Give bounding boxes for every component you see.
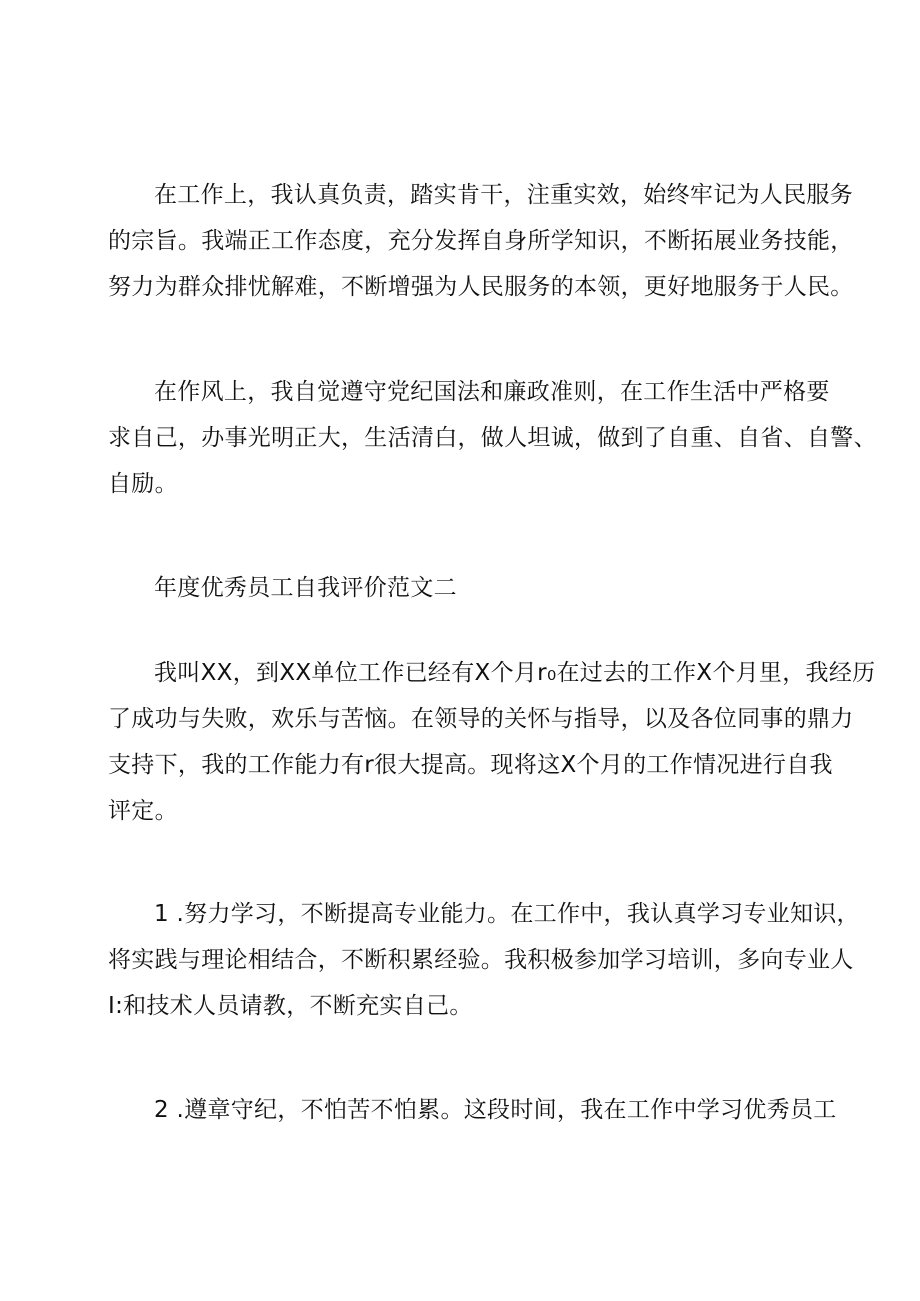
paragraph-work-attitude	[108, 172, 854, 310]
text-line: 在作风上，我自觉遵守党纪国法和廉政准则，在工作生活中严格要	[154, 379, 830, 405]
paragraph-work-style	[108, 369, 877, 507]
text-line: 1 .努力学习，不断提高专业能力。在工作中，我认真学习专业知识，	[154, 901, 860, 927]
text-line: 在工作上，我认真负责，踏实肯干，注重实效，始终牢记为人民服务	[154, 182, 853, 208]
text-line: 自励。	[108, 471, 178, 497]
text-line: 的宗旨。我端正工作态度，充分发挥自身所学知识，不断拓展业务技能，	[108, 228, 854, 254]
text-line: 努力为群众排忧解难，不断增强为人民服务的本领，更好地服务于人民。	[108, 274, 854, 300]
paragraph-introduction	[108, 650, 876, 834]
text-line: 2 .遵章守纪，不怕苦不怕累。这段时间，我在工作中学习优秀员工	[154, 1097, 837, 1123]
section-heading	[108, 565, 818, 611]
paragraph-item-1	[108, 891, 860, 1029]
heading-text: 年度优秀员工自我评价范文二	[154, 575, 457, 601]
text-line: 求自己，办事光明正大，生活清白，做人坦诚，做到了自重、自省、自警、	[108, 425, 877, 451]
text-line: 了成功与失败，欢乐与苦恼。在领导的关怀与指导，以及各位同事的鼎力	[108, 706, 854, 732]
text-line: I:和技术人员请教，不断充实自己。	[108, 993, 473, 1019]
text-line: 我叫XX，到XX单位工作已经有X个月r₀在过去的工作X个月里，我经历	[154, 660, 876, 686]
text-line: 支持下，我的工作能力有r很大提高。现将这X个月的工作情况进行自我	[108, 752, 833, 778]
paragraph-item-2	[108, 1087, 837, 1133]
text-line: 评定。	[108, 798, 178, 824]
text-line: 将实践与理论相结合，不断积累经验。我积极参加学习培训，多向专业人	[108, 947, 854, 973]
